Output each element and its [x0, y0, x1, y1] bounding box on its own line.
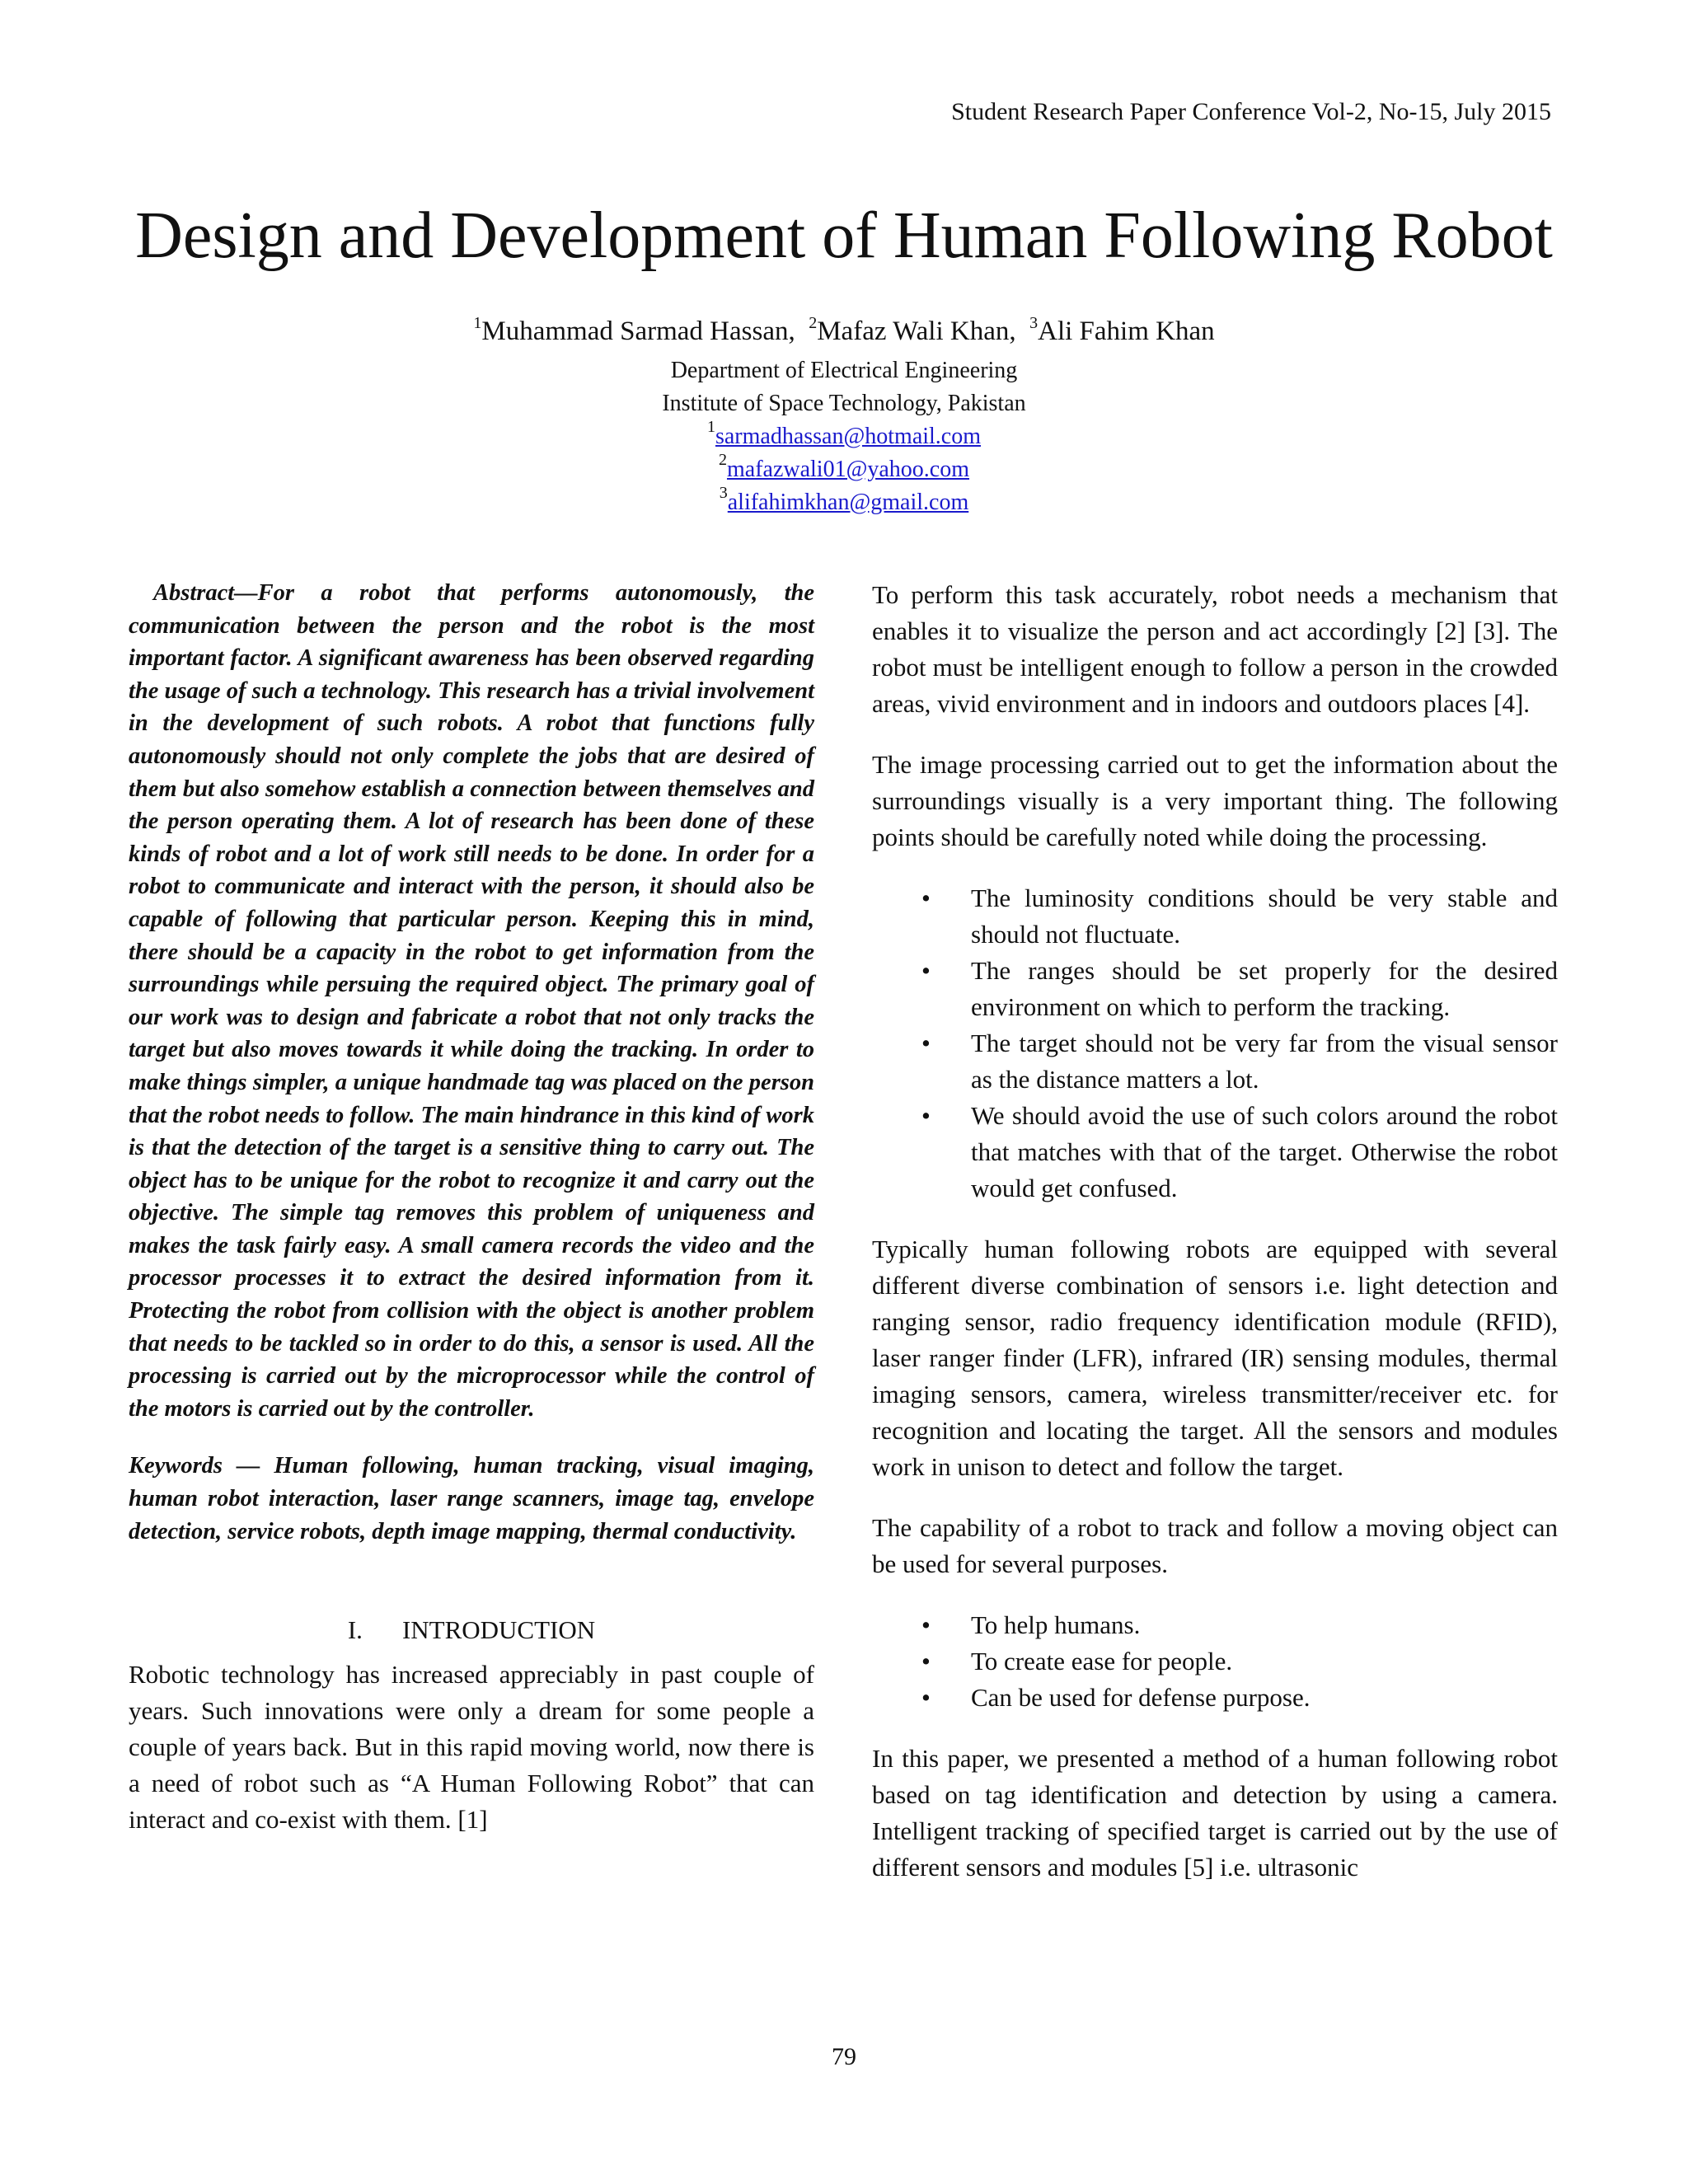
list-item: • The ranges should be set properly for the desired environment on which to perform the tracking. [872, 953, 1558, 1025]
email-link-3[interactable]: alifahimkhan@gmail.com [727, 490, 969, 515]
abstract: Abstract—For a robot that performs autonomously, the communication between the person and the robot is the most important factor. A significant awareness has been observed regarding the usage of such a technology. This research has a trivial involvement in the development of such robots. A robot that functions fully autonomously should not only complete the jobs that are desired of them but also somehow establish a connection between themselves and the person operating them. A lot of research has been done of these kinds of robot and a lot of work still needs to be done. In order for a robot to communicate and interact with the person, it should also be capable of following that particular person. Keeping this in mind, there should be a capacity in the robot to get information from the surroundings while persuing the required object. The primary goal of our work was to design and fabricate a robot that not only tracks the target but also moves towards it while doing the tracking. In order to make things simpler, a unique handmade tag was placed on the person that the robot needs to follow. The main hindrance in this kind of work is that the detection of the target is a sensitive thing to carry out. The object has to be unique for the robot to recognize it and carry out the objective. The simple tag removes this problem of uniqueness and makes the task fairly easy. A small camera records the video and the processor processes it to extract the desired information from it. Protecting the robot from collision with the object is another problem that needs to be tackled so in order to do this, a sensor is used. All the processing is carried out by the microprocessor while the control of the motors is carried out by the controller. [129, 580, 814, 1422]
author-2: $^2$Mafaz Wali Khan, [809, 314, 1016, 346]
department: Department of Electrical Engineering [670, 358, 1018, 383]
paragraph-1: To perform this task accurately, robot needs a mechanism that enables it to visualize the person and act accordingly [2] [3]. The robot must be intelligent enough to follow a person in the crowded areas, vivid environment and in indoors and outdoors places [4]. [872, 580, 1558, 718]
institute: Institute of Space Technology, Pakistan [662, 391, 1026, 416]
bullet-list-2 [872, 1607, 1558, 1716]
paragraph-2: The image processing carried out to get the information about the surroundings visually is a very important thing. The following points should be carefully noted while doing the processing. [872, 750, 1558, 851]
bullet-icon: • [921, 956, 931, 985]
list-item: • To help humans. [872, 1607, 1558, 1643]
bullet-icon: • [921, 1683, 931, 1712]
list-item: • To create ease for people. [872, 1643, 1558, 1680]
running-header: Student Research Paper Conference Vol-2, No-15, July 2015 [951, 98, 1551, 125]
list-item: • We should avoid the use of such colors around the robot that matches with that of the target. Otherwise the robot would get confused. [872, 1098, 1558, 1207]
section-number: I. [347, 1615, 363, 1645]
paragraph-5: In this paper, we presented a method of a human following robot based on tag identification and detection by using a camera. Intelligent tracking of specified target is carried out by the use of different sensors and modules [5] i.e. ultrasonic [872, 1744, 1558, 1882]
bullet-icon: • [921, 1101, 931, 1130]
email-link-1[interactable]: sarmadhassan@hotmail.com [715, 424, 982, 449]
author-3: $^3$Ali Fahim Khan [1029, 314, 1215, 346]
bullet-icon: • [921, 1029, 931, 1057]
email-3: $^3$alifahimkhan@gmail.com [719, 484, 969, 515]
paragraph-4: The capability of a robot to track and follow a moving object can be used for several purposes. [872, 1513, 1558, 1578]
author-1: $^1$Muhammad Sarmad Hassan, [473, 314, 795, 346]
email-link-2[interactable]: mafazwali01@yahoo.com [726, 457, 969, 482]
keywords: Keywords — Human following, human tracking, visual imaging, human robot interaction, laser range scanners, image tag, envelope detection, service robots, depth image mapping, thermal conductivity. [129, 1453, 814, 1544]
email-2: $^2$mafazwali01@yahoo.com [718, 451, 969, 482]
bullet-list-1 [872, 880, 1558, 1207]
right-column [872, 577, 1558, 1886]
bullet-icon: • [921, 1610, 931, 1639]
page-number: 79 [832, 2043, 856, 2070]
email-1: $^1$sarmadhassan@hotmail.com [706, 418, 982, 449]
left-column [129, 577, 814, 1838]
list-item: • The target should not be very far from the visual sensor as the distance matters a lot. [872, 1025, 1558, 1098]
list-item: • The luminosity conditions should be very stable and should not fluctuate. [872, 880, 1558, 953]
section-title: INTRODUCTION [401, 1615, 596, 1645]
paragraph-3: Typically human following robots are equipped with several different diverse combination of sensors i.e. light detection and ranging sensor, radio frequency identification module (RFID), laser ranger finder (LFR), infrared (IR) sensing modules, thermal imaging sensors, camera, wireless transmitter/receiver etc. for recognition and locating the target. All the sensors and modules work in unison to detect and follow the target. [872, 1235, 1558, 1481]
author-list [0, 315, 1688, 348]
list-item: • Can be used for defense purpose. [872, 1680, 1558, 1716]
bullet-icon: • [921, 1647, 931, 1675]
paper-title: Design and Development of Human Following Robot [135, 199, 1553, 272]
bullet-icon: • [921, 883, 931, 912]
affiliation-block [0, 354, 1688, 519]
intro-paragraph: Robotic technology has increased appreciably in past couple of years. Such innovations were only a dream for some people a couple of years back. But in this rapid moving world, now there is a need of robot such as “A Human Following Robot” that can interact and co-exist with them. [1] [129, 1660, 814, 1835]
section-heading-introduction [129, 1614, 814, 1647]
